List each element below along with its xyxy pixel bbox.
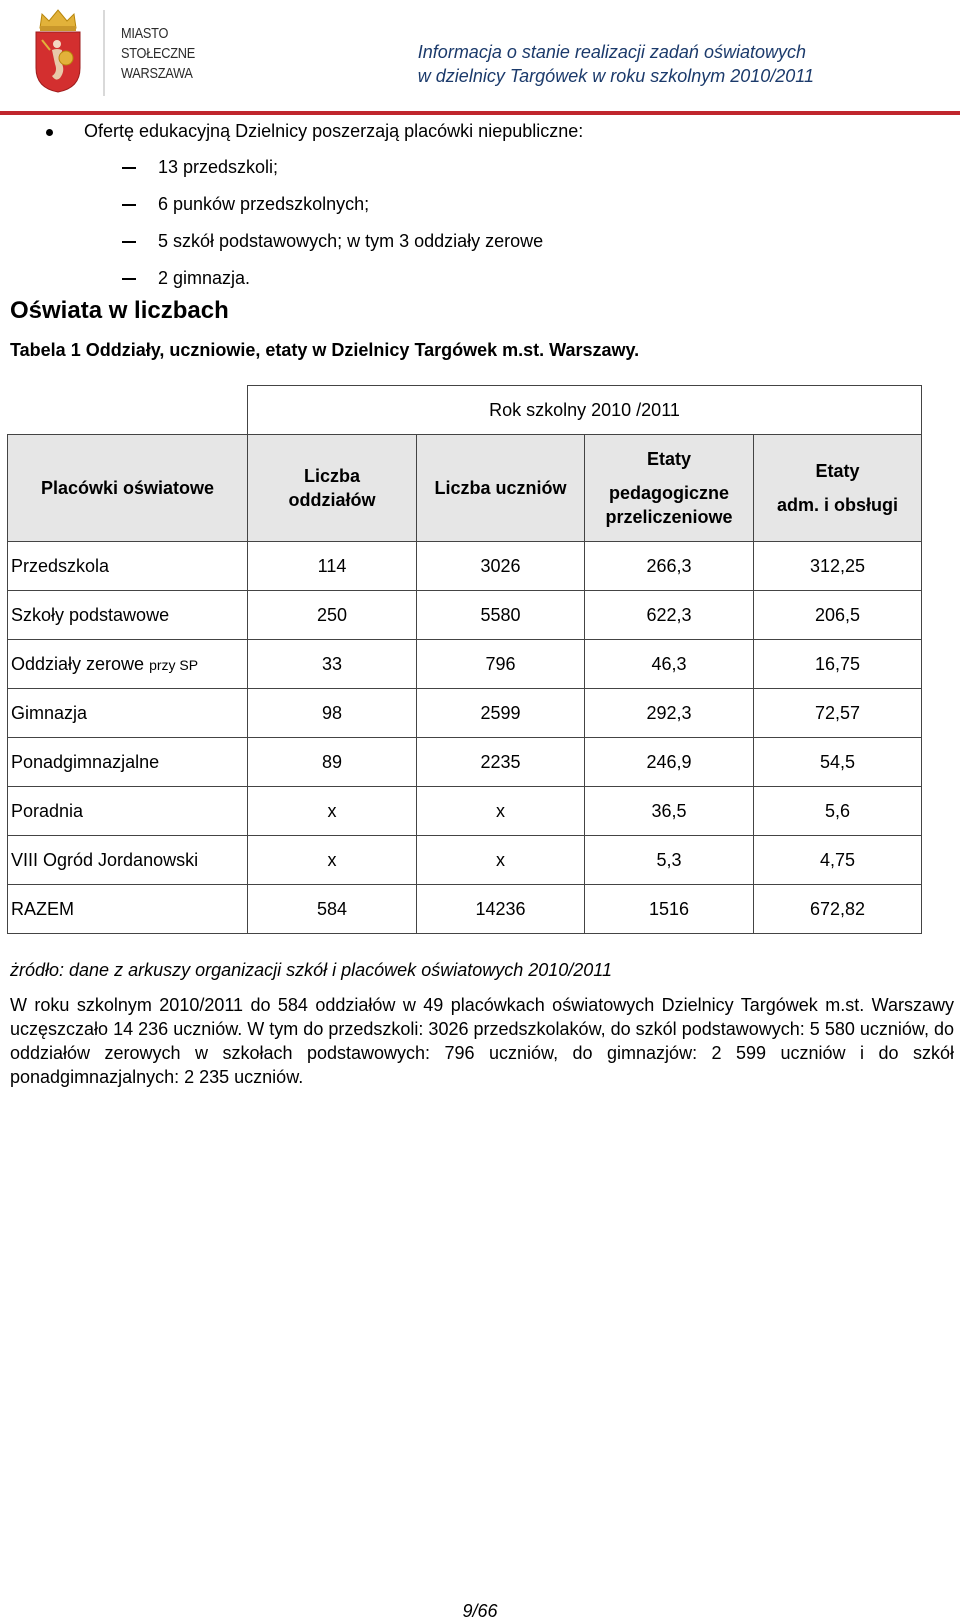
- cell-ped: 266,3: [585, 542, 754, 591]
- table-year-row: [8, 386, 922, 435]
- dash-icon: [122, 241, 136, 243]
- cell-placowka: [8, 836, 248, 885]
- cell-oddzialy: 114: [248, 542, 417, 591]
- table-row: [8, 640, 922, 689]
- cell-placowka-name: Oddziały zerowe: [11, 653, 150, 674]
- logo-line: WARSZAWA: [121, 65, 193, 82]
- cell-oddzialy: 33: [248, 640, 417, 689]
- cell-uczniowie: x: [417, 836, 585, 885]
- cell-uczniowie: 2599: [417, 689, 585, 738]
- dash-icon: [122, 167, 136, 169]
- cell-adm: 672,82: [754, 885, 922, 934]
- cell-ped: 1516: [585, 885, 754, 934]
- cell-placowka-name: Ponadgimnazjalne: [11, 751, 160, 772]
- cell-adm: 206,5: [754, 591, 922, 640]
- header-label: Etaty: [646, 449, 691, 469]
- cell-uczniowie: 14236: [417, 885, 585, 934]
- header-label: Liczba: [303, 466, 360, 486]
- document-title: [418, 40, 814, 88]
- cell-placowka: [8, 542, 248, 591]
- cell-oddzialy: 584: [248, 885, 417, 934]
- column-header-oddzialy: [248, 435, 417, 542]
- logo-line: MIASTO: [121, 25, 169, 42]
- cell-placowka: [8, 738, 248, 787]
- document-title-line1: Informacja o stanie realizacji zadań oświatowych: [417, 42, 806, 62]
- cell-placowka-name: Poradnia: [11, 800, 84, 821]
- cell-uczniowie: 796: [417, 640, 585, 689]
- cell-placowka-name: VIII Ogród Jordanowski: [11, 849, 199, 870]
- cell-ped: 292,3: [585, 689, 754, 738]
- table-row: [8, 787, 922, 836]
- cell-adm: 16,75: [754, 640, 922, 689]
- table-caption: Tabela 1 Oddziały, uczniowie, etaty w Dzielnicy Targówek m.st. Warszawy.: [10, 340, 640, 360]
- table-body: [8, 542, 922, 934]
- cell-ped: 622,3: [585, 591, 754, 640]
- header-label: przeliczeniowe: [605, 507, 733, 527]
- summary-paragraph: W roku szkolnym 2010/2011 do 584 oddziałów w 49 placówkach oświatowych Dzielnicy Targówek m.st. Warszawy uczęszczało 14 236 uczniów. W tym do przedszkoli: 3026 przedszkolaków, do szkól podstawowych: 5 580 uczniów, do oddziałów zerowych w szkołach podstawowych: 796 uczniów, do gimnazjów: 2 599 uczniów i do szkół ponadgimnazjalnych: 2 235 uczniów.: [10, 995, 954, 1087]
- cell-placowka-suffix: przy SP: [149, 656, 199, 673]
- table-row: [8, 591, 922, 640]
- page-header: [0, 0, 960, 118]
- cell-placowka-name: RAZEM: [11, 898, 74, 919]
- column-header-uczniowie: Liczba uczniów: [417, 435, 585, 542]
- cell-oddzialy: x: [248, 836, 417, 885]
- cell-oddzialy: 98: [248, 689, 417, 738]
- table-header-row: [8, 435, 922, 542]
- cell-adm: 5,6: [754, 787, 922, 836]
- table-row: [8, 689, 922, 738]
- cell-oddzialy: 250: [248, 591, 417, 640]
- header-rule: [0, 111, 960, 115]
- cell-placowka: [8, 591, 248, 640]
- cell-adm: 72,57: [754, 689, 922, 738]
- cell-ped: 36,5: [585, 787, 754, 836]
- table-row: [8, 542, 922, 591]
- logo-wordmark: [121, 24, 195, 84]
- column-header-etaty-adm: [754, 435, 922, 542]
- header-label: pedagogiczne: [608, 483, 729, 503]
- table-row: [8, 836, 922, 885]
- page-number: 9/66: [462, 1601, 498, 1621]
- list-item-text: 2 gimnazja.: [158, 268, 251, 288]
- warsaw-crest-icon: [30, 6, 86, 94]
- document-title-line2: w dzielnicy Targówek w roku szkolnym 2010/2011: [417, 66, 814, 86]
- cell-adm: 54,5: [754, 738, 922, 787]
- section-title: Oświata w liczbach: [10, 297, 229, 324]
- bullet-icon: [46, 129, 53, 136]
- cell-adm: 312,25: [754, 542, 922, 591]
- cell-oddzialy: x: [248, 787, 417, 836]
- cell-placowka: [8, 885, 248, 934]
- cell-ped: 46,3: [585, 640, 754, 689]
- header-label: oddziałów: [288, 490, 376, 510]
- cell-placowka: [8, 640, 248, 689]
- statistics-table: [7, 385, 922, 934]
- cell-placowka-name: Przedszkola: [11, 555, 110, 576]
- bullet-text: Ofertę edukacyjną Dzielnicy poszerzają placówki niepubliczne:: [84, 121, 584, 141]
- school-year-label: Rok szkolny 2010 /2011: [248, 386, 922, 435]
- cell-placowka: [8, 787, 248, 836]
- cell-uczniowie: 5580: [417, 591, 585, 640]
- logo-line: STOŁECZNE: [121, 45, 195, 62]
- cell-oddzialy: 89: [248, 738, 417, 787]
- list-item-text: 13 przedszkoli;: [158, 157, 279, 177]
- cell-uczniowie: 2235: [417, 738, 585, 787]
- header-label: adm. i obsługi: [776, 495, 898, 515]
- dash-icon: [122, 204, 136, 206]
- header-label: Etaty: [815, 461, 860, 481]
- table-row: [8, 885, 922, 934]
- logo-divider: [103, 10, 105, 96]
- source-note: żródło: dane z arkuszy organizacji szkół i placówek oświatowych 2010/2011: [10, 960, 612, 980]
- table-row: [8, 738, 922, 787]
- column-header-placowki: Placówki oświatowe: [8, 435, 248, 542]
- cell-placowka-name: Szkoły podstawowe: [11, 604, 170, 625]
- list-item-text: 6 punków przedszkolnych;: [158, 194, 370, 214]
- cell-ped: 5,3: [585, 836, 754, 885]
- column-header-etaty-ped: [585, 435, 754, 542]
- dash-icon: [122, 278, 136, 280]
- cell-placowka-name: Gimnazja: [11, 702, 88, 723]
- list-item-text: 5 szkół podstawowych; w tym 3 oddziały zerowe: [158, 231, 544, 251]
- cell-placowka: [8, 689, 248, 738]
- cell-uczniowie: 3026: [417, 542, 585, 591]
- cell-uczniowie: x: [417, 787, 585, 836]
- cell-adm: 4,75: [754, 836, 922, 885]
- table-blank-cell: [8, 386, 248, 435]
- cell-ped: 246,9: [585, 738, 754, 787]
